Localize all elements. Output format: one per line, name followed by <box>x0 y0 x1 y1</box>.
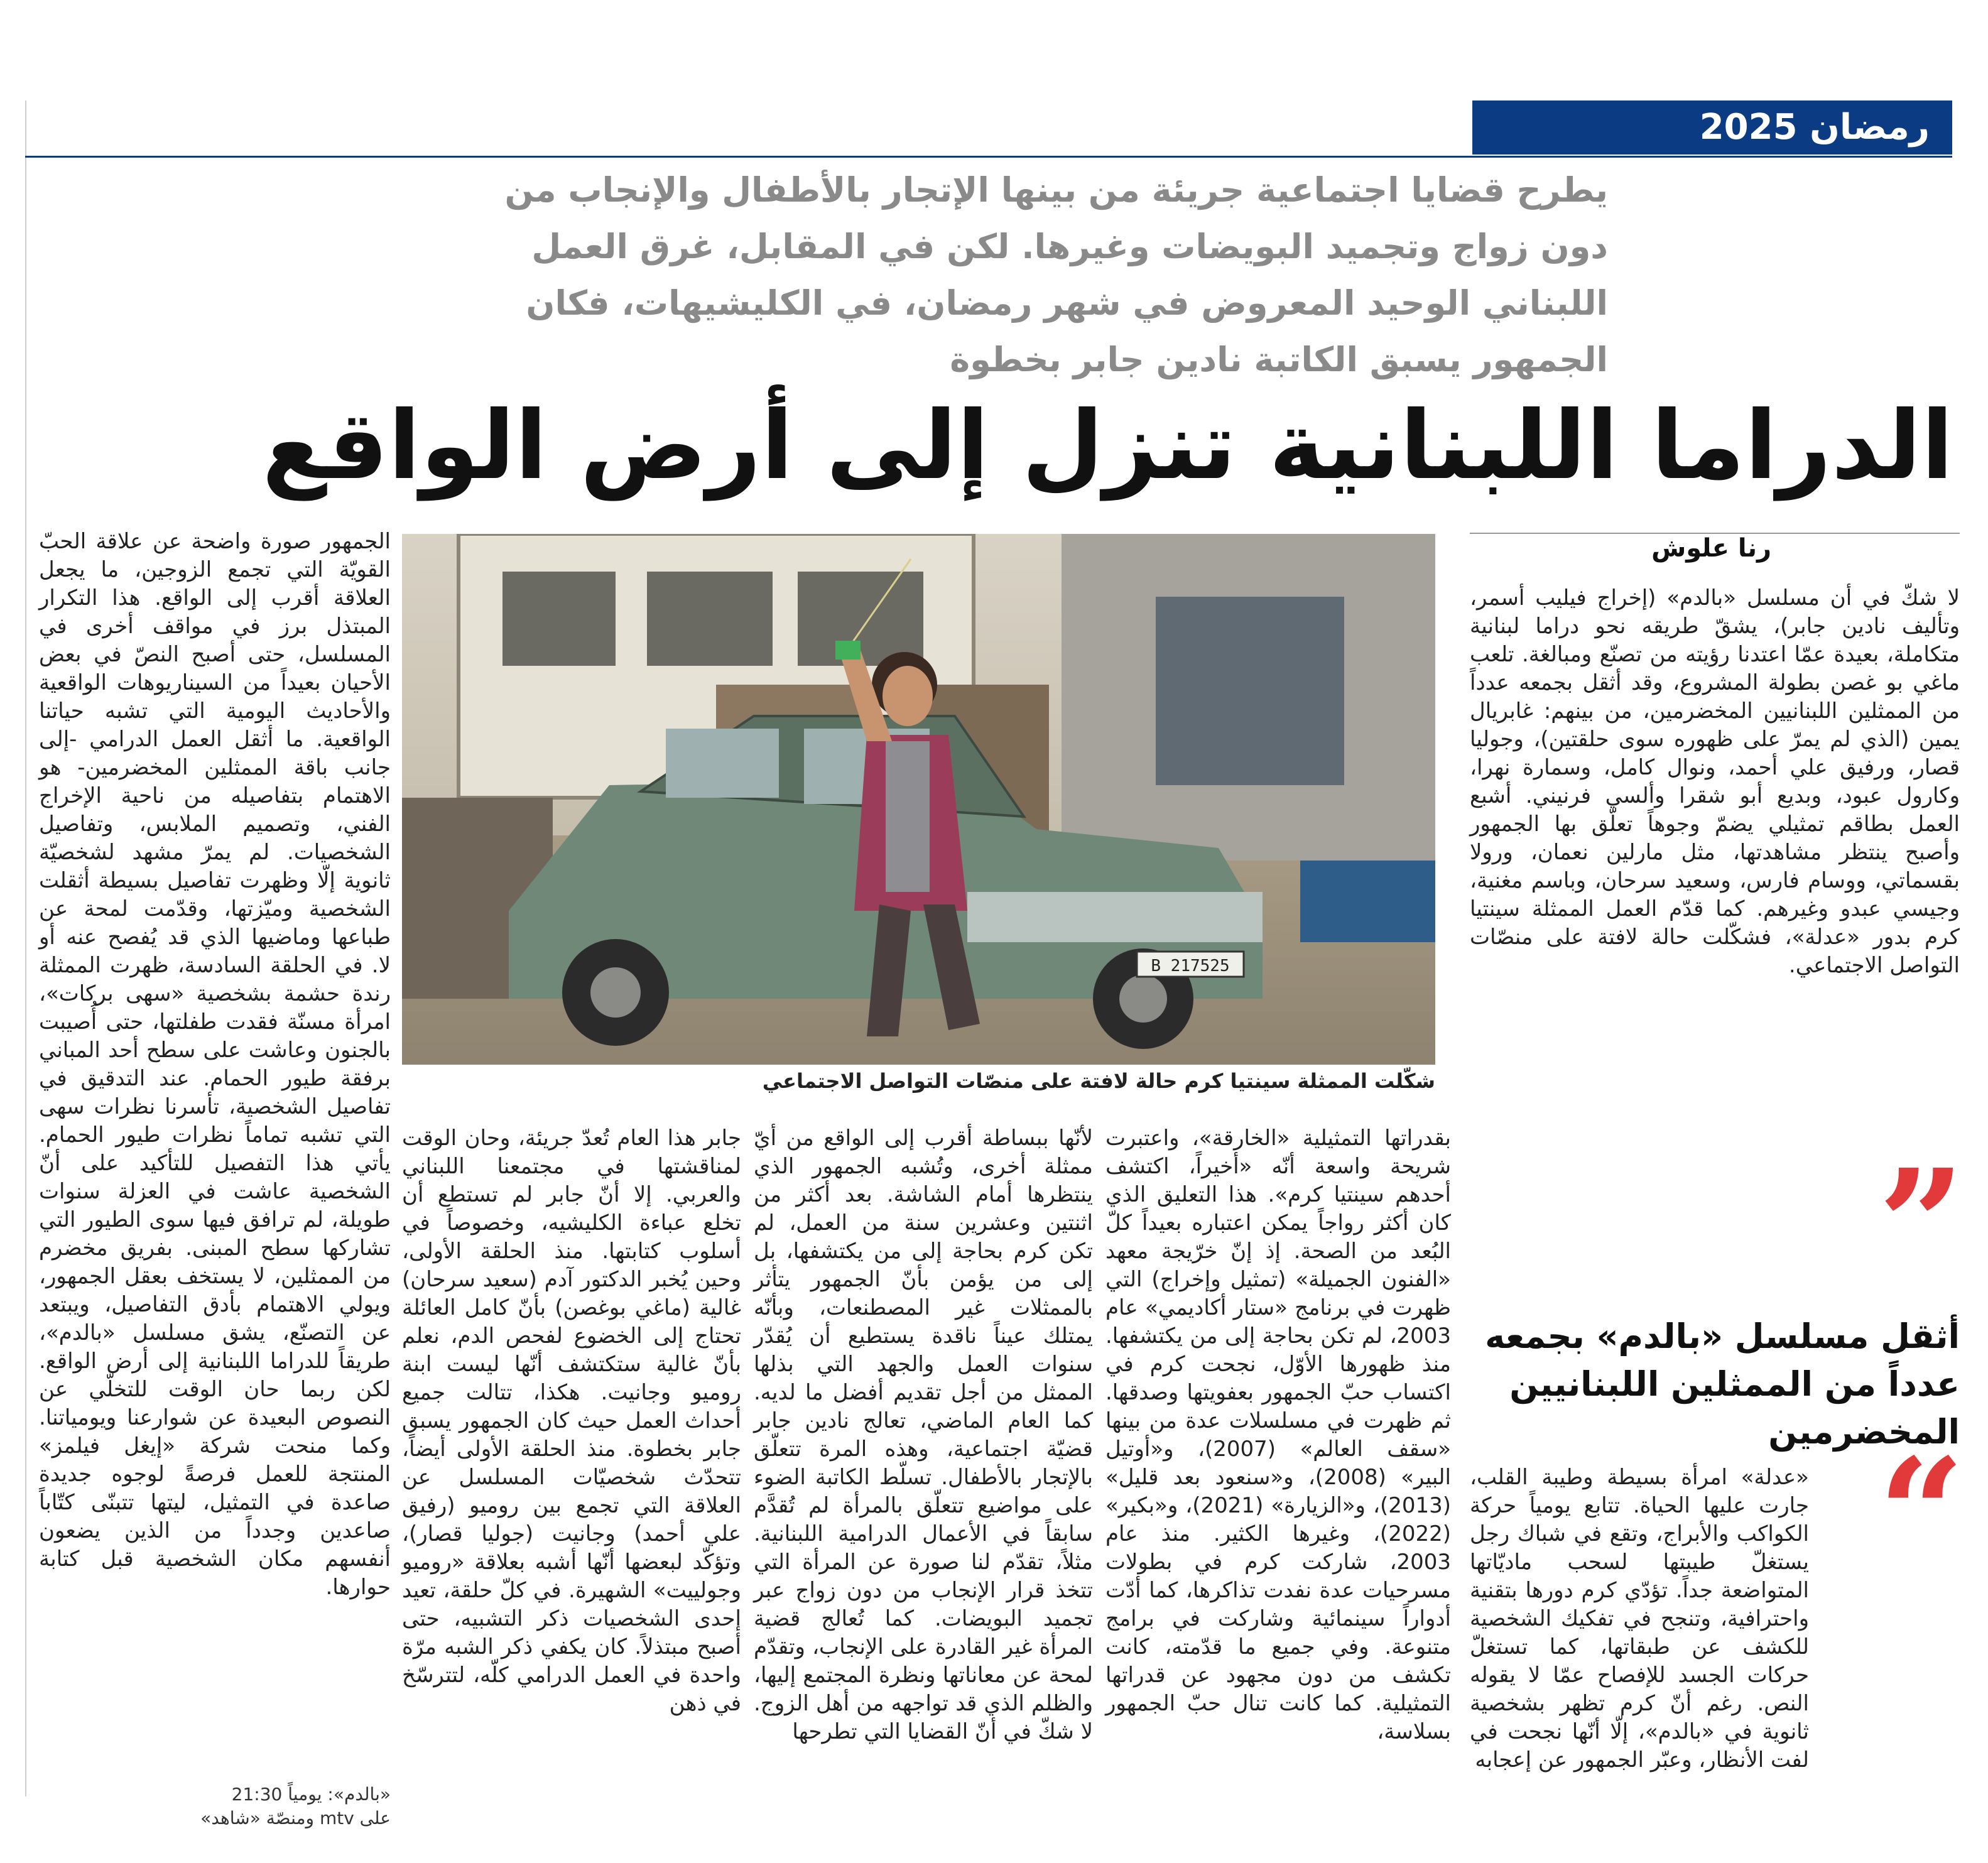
photo-caption: شكّلت الممثلة سينتيا كرم حالة لافتة على منصّات التواصل الاجتماعي <box>762 1069 1435 1093</box>
section-tag: رمضان 2025 <box>1472 100 1952 155</box>
article-column-5 <box>39 528 391 1602</box>
byline: رنا علوش <box>1651 534 1771 563</box>
column-3-text: لأنّها ببساطة أقرب إلى الواقع من أيّ ممثلة أخرى، وتُشبه الجمهور الذي ينتظرها أمام الشاشة. بعد أكثر من اثنتين وعشرين سنة من العمل، لم تكن كرم بحاجة إلى من يكتشفها، بل إلى من يؤمن بأنّ الجمهور يتأثر بالممثلات غير المصطنعات، وبأنّه يمتلك عيناً ناقدة يستطيع أن يُقدّر سنوات العمل والجهد التي بذلها الممثل من أجل تقديم أفضل ما لديه. كما العام الماضي، تعالج نادين جابر قضيّة اجتماعية، وهذه المرة تتعلّق بالإتجار بالأطفال. تسلّط الكاتبة الضوء على مواضيع تتعلّق بالمرأة لم تُقدَّم سابقاً في الأعمال الدرامية اللبنانية. مثلاً، تقدّم لنا صورة عن المرأة التي تتخذ قرار الإنجاب من دون زواج عبر تجميد البويضات. كما تُعالج قضية المرأة غير القادرة على الإنجاب، وتقدّم لمحة عن معاناتها ونظرة المجتمع إليها، والظلم الذي قد تواجهه من أهل الزوج. لا شكّ في أنّ القضايا التي تطرحها <box>754 1126 1093 1744</box>
quote-close-icon: “ <box>1878 1425 1965 1602</box>
license-plate: B 217525 <box>1151 957 1230 975</box>
article-column-4 <box>402 1124 741 1718</box>
credits-schedule: «بالدم»: يومياً 21:30 <box>231 1784 391 1805</box>
column-1b-text: «عدلة» امرأة بسيطة وطيبة القلب، جارت عليها الحياة. تتابع يومياً حركة الكواكب والأبراج، وتقع في شباك رجل يستغلّ طيبتها لسحب ماديّاتها المتواضعة جداً. تؤدّي كرم دورها بتقنية واحترافية، وتنجح في تفكيك الشخصية للكشف عن طبقاتها، كما تستغلّ حركات الجسد للإفصاح عمّا لا يقوله النص. رغم أنّ كرم تظهر بشخصية ثانوية في «بالدم»، إلّا أنّها نجحت في لفت الأنظار، وعبّر الجمهور عن إعجابه <box>1470 1465 1809 1773</box>
broadcast-credits <box>39 1783 391 1830</box>
article-headline: الدراما اللبنانية تنزل إلى أرض الواقع <box>262 391 1953 501</box>
quote-open-icon: ” <box>1878 1136 1965 1313</box>
article-column-1b <box>1470 1464 1809 1774</box>
article-column-3 <box>754 1124 1093 1746</box>
column-1-text: لا شكّ في أن مسلسل «بالدم» (إخراج فيليب أسمر، وتأليف نادين جابر)، يشقّ طريقه نحو دراما لبنانية متكاملة، بعيدة عمّا اعتدنا رؤيته من تصنّع ومبالغة. تلعب ماغي بو غصن بطولة المشروع، وقد أثقل بجمعه عدداً من الممثلين اللبنانيين المخضرمين، من بينهم: غابريال يمين (الذي لم يمرّ على ظهوره سوى حلقتين)، وجوليا قصار، ورفيق علي أحمد، ونوال كامل، وسمارة نهرا، وكارول عبود، وبديع أبو شقرا وألسي فرنيني. أشبع العمل بطاقم تمثيلي يضمّ وجوهاً تعلّق بها الجمهور وأصبح ينتظر مشاهدتها، مثل مارلين نعمان، ورولا بقسماتي، ووسام فارس، وسعيد سرحان، وباسم مغنية، وجيسي عبدو وغيرهم. كما قدّم العمل الممثلة سينتيا كرم بدور «عدلة»، فشكّلت حالة لافتة على منصّات التواصل الاجتماعي. <box>1470 585 1960 978</box>
column-2-text: بقدراتها التمثيلية «الخارقة»، واعتبرت شريحة واسعة أنّه «أخيراً، اكتشف أحدهم سينتيا كرم». هذا التعليق الذي كان أكثر رواجاً يمكن اعتباره بعيداً كلّ البُعد من الصحة. إذ إنّ خرّيجة معهد «الفنون الجميلة» (تمثيل وإخراج) التي ظهرت في برنامج «ستار أكاديمي» عام 2003، لم تكن بحاجة إلى من يكتشفها. منذ ظهورها الأوّل، نجحت كرم في اكتساب حبّ الجمهور بعفويتها وصدقها. ثم ظهرت في مسلسلات عدة من بينها «سقف العالم» (2007)، و«أوتيل البير» (2008)، و«سنعود بعد قليل» (2013)، و«الزيارة» (2021)، و«بكير» (2022)، وغيرها الكثير. منذ عام 2003، شاركت كرم في بطولات مسرحيات عدة نفدت تذاكرها، كما أدّت أدواراً سينمائية وشاركت في برامج متنوعة. وفي جميع ما قدّمته، كانت تكشف من دون مجهود عن قدراتها التمثيلية. كما كانت تنال حبّ الجمهور بسلاسة، <box>1105 1126 1452 1744</box>
article-photo <box>402 534 1435 1065</box>
column-5-text: الجمهور صورة واضحة عن علاقة الحبّ القويّة التي تجمع الزوجين، ما يجعل العلاقة أقرب إلى الواقع. هذا التكرار المبتذل برز في مواقف أخرى في المسلسل، حتى أصبح النصّ في بعض الأحيان بعيداً من السيناريوهات الواقعية والأحاديث اليومية التي تشبه حياتنا الواقعية. ما أثقل العمل الدرامي -إلى جانب باقة الممثلين المخضرمين- هو الاهتمام بتفاصيله من ناحية الإخراج الفني، وتصميم الملابس، وتفاصيل الشخصيات. لم يمرّ مشهد لشخصيّة ثانوية إلّا وظهرت تفاصيل بسيطة أثقلت الشخصية وميّزتها، وقدّمت لمحة عن طباعها وماضيها الذي قد يُفصح عنه أو لا. في الحلقة السادسة، ظهرت الممثلة رندة حشمة بشخصية «سهى بركات»، امرأة مسنّة فقدت طفلتها، حتى أُصيبت بالجنون وعاشت على سطح أحد المباني برفقة طيور الحمام. عند التدقيق في تفاصيل الشخصية، تأسرنا نظرات سهى التي تشبه تماماً نظرات طيور الحمام. يأتي هذا التفصيل للتأكيد على أنّ الشخصية عاشت في العزلة سنوات طويلة، لم ترافق فيها سوى الطيور التي تشاركها سطح المبنى. بفريق مخضرم من الممثلين، لا يستخف بعقل الجمهور، ويولي الاهتمام بأدق التفاصيل، ويبتعد عن التصنّع، يشق مسلسل «بالدم»، طريقاً للدراما اللبنانية إلى أرض الواقع. لكن ربما حان الوقت للتخلّي عن النصوص البعيدة عن شوارعنا ويومياتنا. وكما منحت شركة «إيغل فيلمز» المنتجة للعمل فرصةً لوجوه جديدة صاعدة في التمثيل، ليتها تتبنّى كتّاباً صاعدين وجدداً من الذين يضعون أنفسهم مكان الشخصية قبل كتابة حوارها. <box>39 529 391 1600</box>
article-column-1 <box>1470 584 1960 980</box>
article-deck: يطرح قضايا اجتماعية جريئة من بينها الإتجار بالأطفال والإنجاب من دون زواج وتجميد البويضات وغيرها. لكن في المقابل، غرق العمل اللبناني الوحيد المعروض في شهر رمضان، في الكليشيهات، فكان الجمهور يسبق الكاتبة نادين جابر بخطوة <box>504 170 1608 379</box>
section-rule <box>25 156 1952 158</box>
credits-channel: على mtv ومنصّة «شاهد» <box>200 1808 391 1828</box>
pull-quote: أثقل مسلسل «بالدم» بجمعه عدداً من الممثلين اللبنانيين المخضرمين <box>1485 1317 1960 1452</box>
left-border-rule <box>25 100 26 1796</box>
photo-scene <box>402 534 1435 1065</box>
article-column-2 <box>1105 1124 1451 1746</box>
column-4-text: جابر هذا العام تُعدّ جريئة، وحان الوقت لمناقشتها في مجتمعنا اللبناني والعربي. إلا أنّ جابر لم تستطع أن تخلع عباءة الكليشيه، وخصوصاً في أسلوب كتابتها. منذ الحلقة الأولى، وحين يُخبر الدكتور آدم (سعيد سرحان) غالية (ماغي بوغصن) بأنّ كامل العائلة تحتاج إلى الخضوع لفحص الدم، نعلم بأنّ غالية ستكتشف أنّها ليست ابنة روميو وجانيت. هكذا، تتالت جميع أحداث العمل حيث كان الجمهور يسبق جابر بخطوة. منذ الحلقة الأولى أيضاً، تتحدّث شخصيّات المسلسل عن العلاقة التي تجمع بين روميو (رفيق علي أحمد) وجانيت (جوليا قصار)، وتؤكّد لبعضها أنّها أشبه بعلاقة «روميو وجولييت» الشهيرة. في كلّ حلقة، تعيد إحدى الشخصيات ذكر التشبيه، حتى أصبح مبتذلاً. كان يكفي ذكر الشبه مرّة واحدة في العمل الدرامي كلّه، لتترسّخ في ذهن <box>402 1126 741 1716</box>
